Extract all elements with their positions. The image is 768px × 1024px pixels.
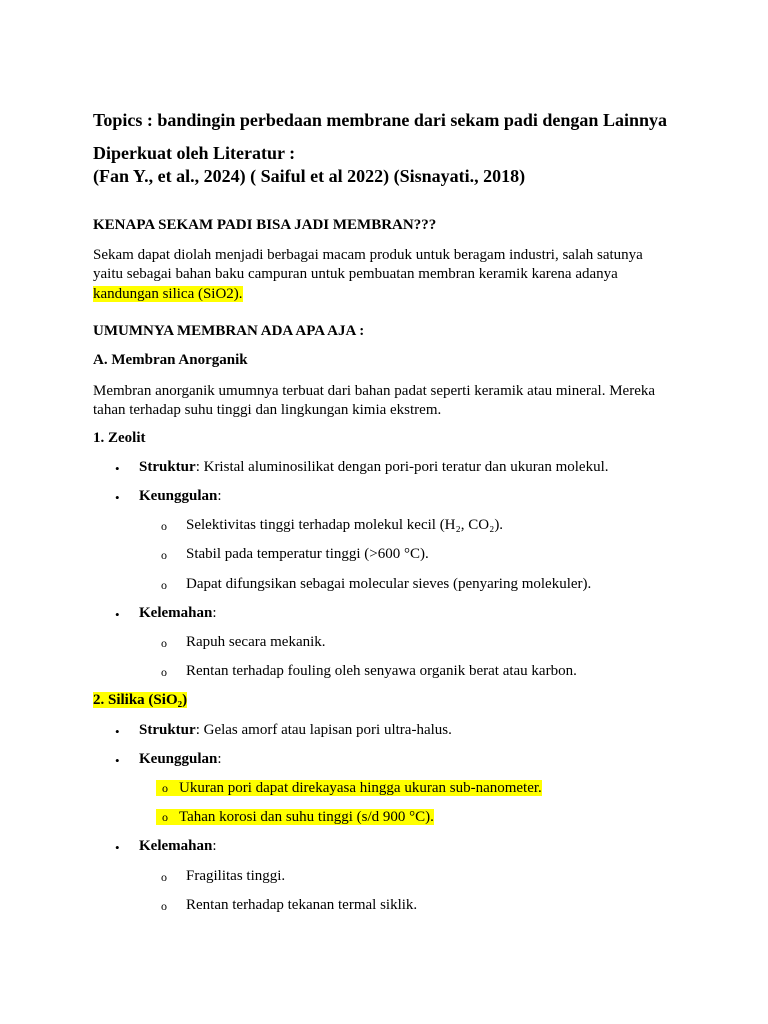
paragraph-line: Sekam dapat diolah menjadi berbagai macam produk untuk beragam industri, salah satunya xyxy=(93,247,643,263)
item-label: Kelemahan xyxy=(139,605,213,621)
highlighted-sub-list-item: o Ukuran pori dapat direkayasa hingga ukuran sub-nanometer. xyxy=(156,780,542,796)
bullet-glyph: • xyxy=(115,461,120,476)
bullet-glyph: • xyxy=(115,753,120,768)
list-item-keunggulan: Keunggulan: xyxy=(139,488,222,504)
sub-bullet-glyph: o xyxy=(161,899,167,913)
list-item-struktur xyxy=(139,722,452,739)
section-heading-why-rice-husk: KENAPA SEKAM PADI BISA JADI MEMBRAN??? xyxy=(93,217,437,233)
sub-bullet-glyph: o xyxy=(161,578,167,592)
bullet-glyph: • xyxy=(115,490,120,505)
item-label: Keunggulan xyxy=(139,488,218,504)
sub-bullet-glyph: o xyxy=(162,810,168,824)
item-label: Keunggulan xyxy=(139,751,218,767)
section-heading-membrane-types: UMUMNYA MEMBRAN ADA APA AJA : xyxy=(93,323,365,339)
list-item-struktur xyxy=(139,459,609,476)
item-label: Kelemahan xyxy=(139,838,213,854)
list-item-kelemahan: Kelemahan: xyxy=(139,838,217,854)
literature-references: (Fan Y., et al., 2024) ( Saiful et al 2022) (Sisnayati., 2018) xyxy=(93,166,526,186)
sub-bullet-glyph: o xyxy=(161,870,167,884)
sub-list-item: Rentan terhadap tekanan termal siklik. xyxy=(186,897,418,913)
sub-list-item: Selektivitas tinggi terhadap molekul kecil (H₂, CO₂). xyxy=(186,517,504,533)
sub-bullet-glyph: o xyxy=(161,665,167,679)
silika-heading: 2. Silika (SiO₂) xyxy=(93,692,188,708)
bullet-glyph: • xyxy=(115,840,120,855)
list-item-kelemahan: Kelemahan: xyxy=(139,605,217,621)
literature-heading: Diperkuat oleh Literatur : xyxy=(93,143,296,163)
sub-bullet-glyph: o xyxy=(162,781,168,795)
highlighted-sub-list-item: o Tahan korosi dan suhu tinggi (s/d 900 °C). xyxy=(156,809,434,825)
bullet-glyph: • xyxy=(115,607,120,622)
list-item-keunggulan: Keunggulan: xyxy=(139,751,222,767)
sub-list-item: Fragilitas tinggi. xyxy=(186,868,286,884)
item-text: : Gelas amorf atau lapisan pori ultra-halus. xyxy=(195,722,452,738)
sub-list-item: Rentan terhadap fouling oleh senyawa organik berat atau karbon. xyxy=(186,663,577,679)
sub-bullet-glyph: o xyxy=(161,548,167,562)
sub-list-item: Dapat difungsikan sebagai molecular sieves (penyaring molekuler). xyxy=(186,576,592,592)
sub-list-item: Stabil pada temperatur tinggi (>600 °C). xyxy=(186,546,429,562)
topics-heading: Topics : bandingin perbedaan membrane dari sekam padi dengan Lainnya xyxy=(93,110,667,130)
sub-bullet-glyph: o xyxy=(161,519,167,533)
sub-list-item: Rapuh secara mekanik. xyxy=(186,634,326,650)
item-text: : Kristal aluminosilikat dengan pori-pori teratur dan ukuran molekul. xyxy=(195,459,609,475)
item-label: Struktur xyxy=(139,459,196,475)
item-label: Struktur xyxy=(139,722,196,738)
zeolit-heading: 1. Zeolit xyxy=(93,430,146,446)
sub-bullet-glyph: o xyxy=(161,636,167,650)
paragraph-line: Membran anorganik umumnya terbuat dari bahan padat seperti keramik atau mineral. Mereka xyxy=(93,383,656,399)
bullet-glyph: • xyxy=(115,724,120,739)
paragraph-line: tahan terhadap suhu tinggi dan lingkungan kimia ekstrem. xyxy=(93,402,442,418)
highlighted-text: kandungan silica (SiO2). xyxy=(93,286,243,302)
paragraph-line: yaitu sebagai bahan baku campuran untuk pembuatan membran keramik karena adanya xyxy=(93,266,618,282)
subsection-heading-anorganik: A. Membran Anorganik xyxy=(93,352,248,368)
